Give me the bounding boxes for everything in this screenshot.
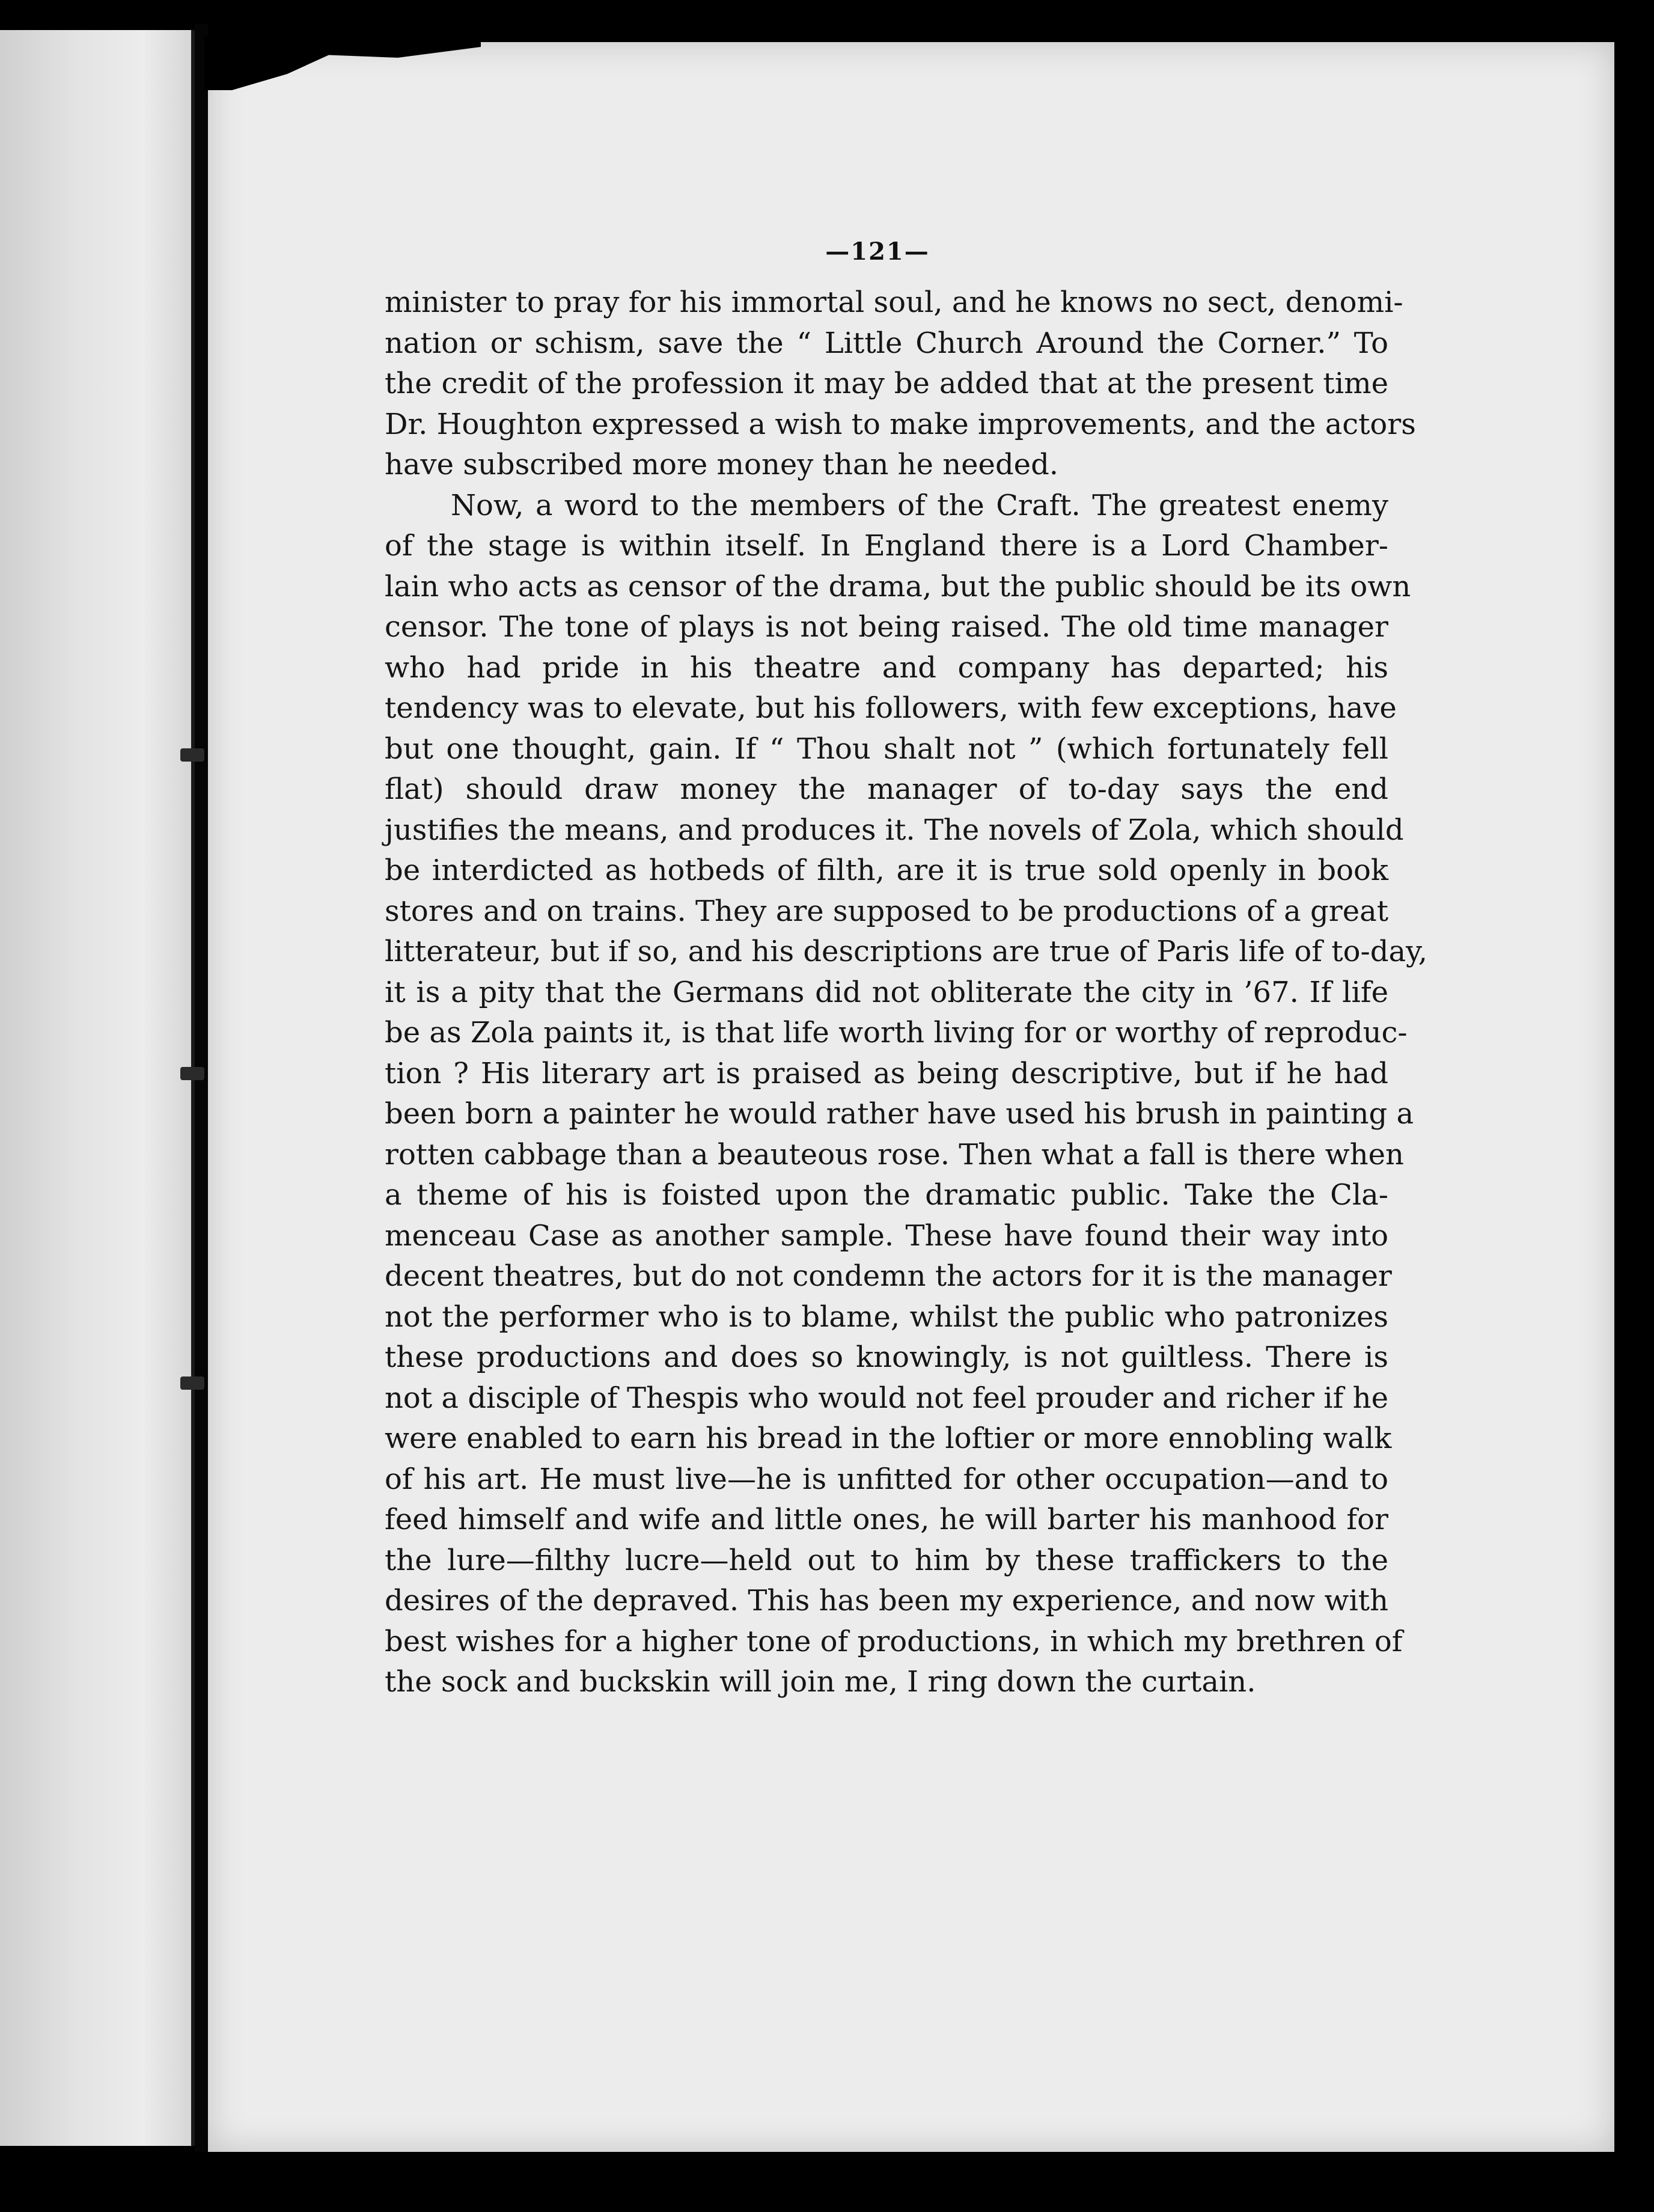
page-number: —121—	[825, 237, 930, 266]
text-line: were enabled to earn his bread in the loftier or more ennobling walk	[385, 1422, 1392, 1455]
text-line: litterateur, but if so, and his descriptions are true of Paris life of to-day,	[385, 935, 1428, 968]
text-line: tion ? His literary art is praised as being descriptive, but if he had	[385, 1056, 1388, 1090]
book-gutter	[195, 24, 208, 2152]
text-line: have subscribed more money than he needed.	[385, 448, 1059, 481]
text-line: of his art. He must live—he is unfitted for other occupation—and to	[385, 1462, 1388, 1496]
paragraph	[385, 486, 1428, 1703]
text-line: but one thought, gain. If “ Thou shalt not ” (which fortunately fell	[385, 732, 1388, 766]
text-line: be interdicted as hotbeds of filth, are it is true sold openly in book	[385, 854, 1388, 887]
text-line: Now, a word to the members of the Craft. The greatest enemy	[451, 488, 1388, 522]
text-line: of the stage is within itself. In England there is a Lord Chamber-	[385, 529, 1388, 563]
text-line: who had pride in his theatre and company has departed; his	[385, 650, 1388, 685]
text-line: decent theatres, but do not condemn the actors for it is the manager	[385, 1259, 1392, 1293]
text-line: these productions and does so knowingly, is not guiltless. There is	[385, 1340, 1388, 1374]
binding-clip-mark	[180, 748, 204, 762]
text-line: tendency was to elevate, but his followers, with few exceptions, have	[385, 691, 1397, 725]
text-line: stores and on trains. They are supposed to be productions of a great	[385, 894, 1388, 928]
text-line: minister to pray for his immortal soul, and he knows no sect, denomi-	[385, 286, 1403, 319]
text-line: feed himself and wife and little ones, he will barter his manhood for	[385, 1503, 1388, 1536]
text-line: be as Zola paints it, is that life worth living for or worthy of reproduc-	[385, 1016, 1408, 1049]
body-text	[385, 283, 1428, 1703]
text-line: best wishes for a higher tone of productions, in which my brethren of	[385, 1624, 1403, 1658]
text-line: rotten cabbage than a beauteous rose. Then what a fall is there when	[385, 1137, 1404, 1172]
text-line: nation or schism, save the “ Little Church Around the Corner.” To	[385, 326, 1388, 360]
text-line: it is a pity that the Germans did not obliterate the city in ’67. If life	[385, 975, 1388, 1009]
paragraph	[385, 283, 1416, 486]
previous-page-edge	[0, 30, 195, 2146]
text-line: not a disciple of Thespis who would not feel prouder and richer if he	[385, 1381, 1388, 1415]
text-line: the credit of the profession it may be added that at the present time	[385, 367, 1388, 400]
text-line: Dr. Houghton expressed a wish to make improvements, and the actors	[385, 407, 1416, 441]
text-line: justifies the means, and produces it. The novels of Zola, which should	[385, 813, 1404, 847]
text-line: censor. The tone of plays is not being raised. The old time manager	[385, 610, 1388, 644]
text-line: a theme of his is foisted upon the dramatic public. Take the Cla-	[385, 1178, 1388, 1212]
text-line: not the performer who is to blame, whilst the public who patronizes	[385, 1300, 1388, 1334]
text-line: lain who acts as censor of the drama, but the public should be its own	[385, 569, 1411, 603]
text-line: menceau Case as another sample. These have found their way into	[385, 1218, 1388, 1253]
binding-clip-mark	[180, 1067, 204, 1080]
text-line: been born a painter he would rather have used his brush in painting a	[385, 1097, 1414, 1131]
text-line: flat) should draw money the manager of to-day says the end	[385, 772, 1388, 806]
text-line: the sock and buckskin will join me, I ring down the curtain.	[385, 1665, 1256, 1699]
binding-clip-mark	[180, 1376, 204, 1390]
text-line: the lure—filthy lucre—held out to him by these traffickers to the	[385, 1543, 1388, 1577]
text-line: desires of the depraved. This has been my experience, and now with	[385, 1584, 1388, 1618]
